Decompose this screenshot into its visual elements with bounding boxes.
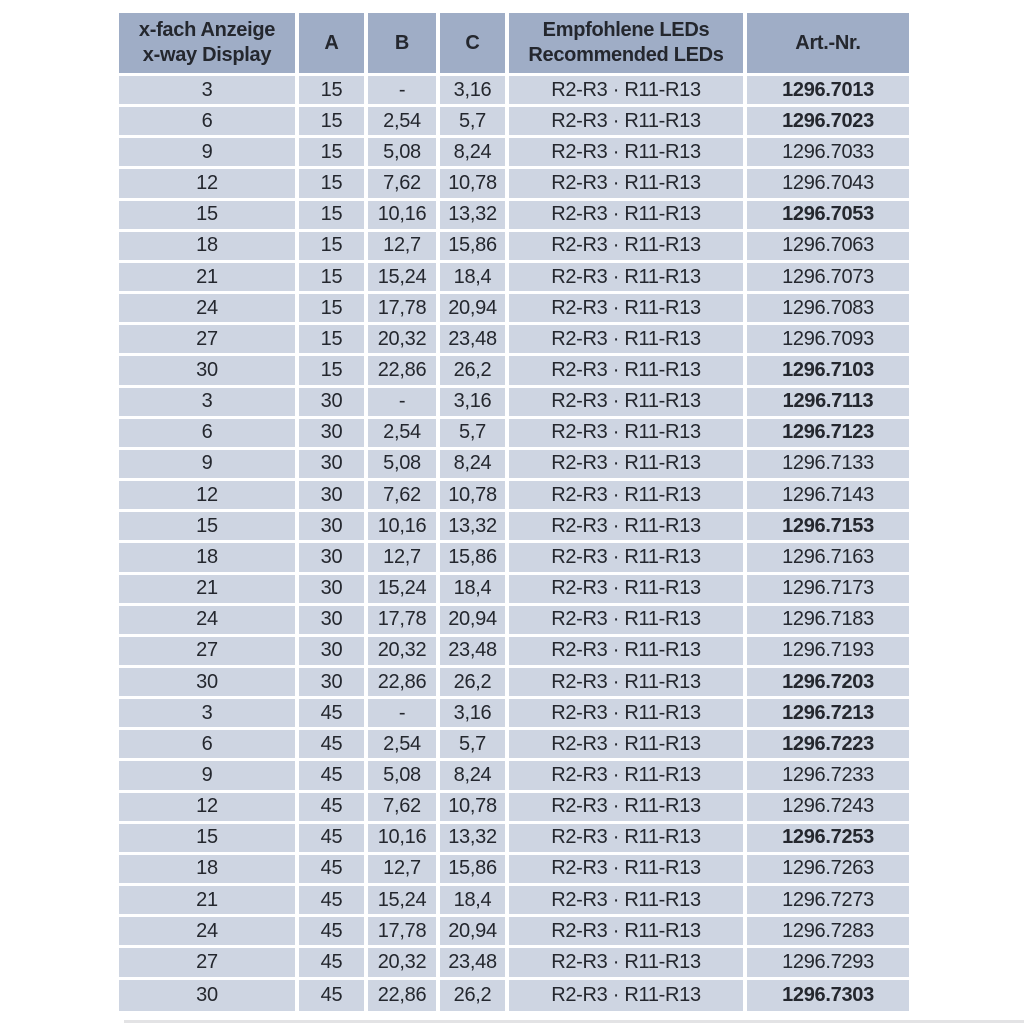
table-row bbox=[119, 606, 909, 637]
cell-b: - bbox=[368, 699, 440, 730]
cell-display: 6 bbox=[119, 730, 299, 761]
cell-b: 15,24 bbox=[368, 575, 440, 606]
table-row bbox=[119, 512, 909, 543]
cell-a: 30 bbox=[299, 450, 368, 481]
cell-display: 21 bbox=[119, 886, 299, 917]
table-row bbox=[119, 855, 909, 886]
cell-a: 45 bbox=[299, 948, 368, 979]
table-row bbox=[119, 793, 909, 824]
cell-leds: R2-R3 · R11-R13 bbox=[509, 232, 747, 263]
cell-display: 30 bbox=[119, 356, 299, 387]
cell-art-nr: 1296.7023 bbox=[747, 107, 909, 138]
cell-b: 10,16 bbox=[368, 512, 440, 543]
cell-leds: R2-R3 · R11-R13 bbox=[509, 325, 747, 356]
cell-a: 30 bbox=[299, 637, 368, 668]
cell-display: 27 bbox=[119, 948, 299, 979]
cell-c: 5,7 bbox=[440, 730, 509, 761]
cell-leds: R2-R3 · R11-R13 bbox=[509, 793, 747, 824]
cell-display: 18 bbox=[119, 232, 299, 263]
cell-display: 15 bbox=[119, 512, 299, 543]
cell-a: 30 bbox=[299, 668, 368, 699]
cell-leds: R2-R3 · R11-R13 bbox=[509, 512, 747, 543]
table-row bbox=[119, 730, 909, 761]
cell-leds: R2-R3 · R11-R13 bbox=[509, 356, 747, 387]
cell-art-nr: 1296.7183 bbox=[747, 606, 909, 637]
cell-leds: R2-R3 · R11-R13 bbox=[509, 699, 747, 730]
cell-display: 15 bbox=[119, 201, 299, 232]
table-row bbox=[119, 481, 909, 512]
cell-c: 18,4 bbox=[440, 886, 509, 917]
cell-b: 2,54 bbox=[368, 419, 440, 450]
cell-a: 15 bbox=[299, 356, 368, 387]
table-row bbox=[119, 886, 909, 917]
cell-display: 9 bbox=[119, 761, 299, 792]
cell-art-nr: 1296.7243 bbox=[747, 793, 909, 824]
cell-c: 18,4 bbox=[440, 575, 509, 606]
cell-c: 3,16 bbox=[440, 76, 509, 107]
cell-display: 12 bbox=[119, 793, 299, 824]
cell-c: 13,32 bbox=[440, 201, 509, 232]
cell-display: 27 bbox=[119, 637, 299, 668]
table-row bbox=[119, 325, 909, 356]
cell-display: 30 bbox=[119, 668, 299, 699]
cell-b: 10,16 bbox=[368, 824, 440, 855]
cell-c: 13,32 bbox=[440, 512, 509, 543]
table-row bbox=[119, 356, 909, 387]
col-header-a: A bbox=[299, 13, 368, 76]
cell-a: 45 bbox=[299, 917, 368, 948]
cell-b: 22,86 bbox=[368, 980, 440, 1011]
table-row bbox=[119, 201, 909, 232]
table-row bbox=[119, 450, 909, 481]
cell-art-nr: 1296.7253 bbox=[747, 824, 909, 855]
cell-display: 27 bbox=[119, 325, 299, 356]
cell-art-nr: 1296.7233 bbox=[747, 761, 909, 792]
cell-leds: R2-R3 · R11-R13 bbox=[509, 730, 747, 761]
cell-c: 18,4 bbox=[440, 263, 509, 294]
cell-c: 20,94 bbox=[440, 917, 509, 948]
cell-art-nr: 1296.7263 bbox=[747, 855, 909, 886]
cell-art-nr: 1296.7193 bbox=[747, 637, 909, 668]
cell-display: 21 bbox=[119, 575, 299, 606]
cell-leds: R2-R3 · R11-R13 bbox=[509, 419, 747, 450]
cell-leds: R2-R3 · R11-R13 bbox=[509, 294, 747, 325]
cell-b: 7,62 bbox=[368, 481, 440, 512]
cell-art-nr: 1296.7053 bbox=[747, 201, 909, 232]
cell-leds: R2-R3 · R11-R13 bbox=[509, 855, 747, 886]
cell-b: 20,32 bbox=[368, 325, 440, 356]
cell-display: 30 bbox=[119, 980, 299, 1011]
cell-art-nr: 1296.7013 bbox=[747, 76, 909, 107]
cell-a: 15 bbox=[299, 107, 368, 138]
table-row bbox=[119, 138, 909, 169]
cell-b: 5,08 bbox=[368, 138, 440, 169]
cell-b: 7,62 bbox=[368, 169, 440, 200]
cell-art-nr: 1296.7123 bbox=[747, 419, 909, 450]
table-row bbox=[119, 980, 909, 1011]
cell-c: 15,86 bbox=[440, 543, 509, 574]
cell-art-nr: 1296.7173 bbox=[747, 575, 909, 606]
table-row bbox=[119, 917, 909, 948]
cell-art-nr: 1296.7163 bbox=[747, 543, 909, 574]
cell-art-nr: 1296.7113 bbox=[747, 388, 909, 419]
cell-c: 5,7 bbox=[440, 107, 509, 138]
cell-art-nr: 1296.7043 bbox=[747, 169, 909, 200]
cell-display: 3 bbox=[119, 388, 299, 419]
table-row bbox=[119, 637, 909, 668]
cell-art-nr: 1296.7133 bbox=[747, 450, 909, 481]
cell-b: 22,86 bbox=[368, 668, 440, 699]
cell-display: 12 bbox=[119, 481, 299, 512]
cell-c: 10,78 bbox=[440, 169, 509, 200]
col-header-leds-en: Recommended LEDs bbox=[528, 44, 724, 66]
table-row bbox=[119, 419, 909, 450]
cell-a: 15 bbox=[299, 138, 368, 169]
cell-b: 12,7 bbox=[368, 855, 440, 886]
cell-b: 2,54 bbox=[368, 730, 440, 761]
cell-b: 17,78 bbox=[368, 917, 440, 948]
cell-display: 12 bbox=[119, 169, 299, 200]
cell-art-nr: 1296.7083 bbox=[747, 294, 909, 325]
cell-leds: R2-R3 · R11-R13 bbox=[509, 824, 747, 855]
cell-c: 26,2 bbox=[440, 668, 509, 699]
cell-display: 3 bbox=[119, 76, 299, 107]
cell-leds: R2-R3 · R11-R13 bbox=[509, 668, 747, 699]
table-row bbox=[119, 543, 909, 574]
cell-c: 5,7 bbox=[440, 419, 509, 450]
table-row bbox=[119, 575, 909, 606]
cell-display: 9 bbox=[119, 450, 299, 481]
cell-leds: R2-R3 · R11-R13 bbox=[509, 543, 747, 574]
cell-a: 45 bbox=[299, 824, 368, 855]
cell-c: 20,94 bbox=[440, 294, 509, 325]
cell-c: 15,86 bbox=[440, 232, 509, 263]
table-row bbox=[119, 232, 909, 263]
cell-leds: R2-R3 · R11-R13 bbox=[509, 263, 747, 294]
cell-b: 15,24 bbox=[368, 263, 440, 294]
table-row bbox=[119, 76, 909, 107]
cell-leds: R2-R3 · R11-R13 bbox=[509, 886, 747, 917]
cell-a: 30 bbox=[299, 419, 368, 450]
cell-b: - bbox=[368, 388, 440, 419]
cell-b: 22,86 bbox=[368, 356, 440, 387]
cell-c: 23,48 bbox=[440, 325, 509, 356]
table-row bbox=[119, 263, 909, 294]
cell-leds: R2-R3 · R11-R13 bbox=[509, 138, 747, 169]
cell-a: 30 bbox=[299, 606, 368, 637]
cell-a: 30 bbox=[299, 388, 368, 419]
cell-b: 20,32 bbox=[368, 948, 440, 979]
col-header-display-de: x-fach Anzeige bbox=[138, 19, 276, 41]
cell-leds: R2-R3 · R11-R13 bbox=[509, 107, 747, 138]
col-header-c: C bbox=[440, 13, 509, 76]
cell-c: 8,24 bbox=[440, 761, 509, 792]
cell-c: 15,86 bbox=[440, 855, 509, 886]
cell-leds: R2-R3 · R11-R13 bbox=[509, 450, 747, 481]
cell-art-nr: 1296.7143 bbox=[747, 481, 909, 512]
cell-display: 21 bbox=[119, 263, 299, 294]
cell-display: 3 bbox=[119, 699, 299, 730]
cell-b: - bbox=[368, 76, 440, 107]
cell-art-nr: 1296.7203 bbox=[747, 668, 909, 699]
cell-b: 12,7 bbox=[368, 232, 440, 263]
cell-c: 23,48 bbox=[440, 637, 509, 668]
cell-c: 3,16 bbox=[440, 699, 509, 730]
cell-a: 45 bbox=[299, 699, 368, 730]
cell-art-nr: 1296.7033 bbox=[747, 138, 909, 169]
cell-c: 10,78 bbox=[440, 793, 509, 824]
cell-art-nr: 1296.7213 bbox=[747, 699, 909, 730]
cell-display: 9 bbox=[119, 138, 299, 169]
table-row bbox=[119, 699, 909, 730]
cell-art-nr: 1296.7303 bbox=[747, 980, 909, 1011]
cell-b: 7,62 bbox=[368, 793, 440, 824]
cell-art-nr: 1296.7073 bbox=[747, 263, 909, 294]
col-header-display-en: x-way Display bbox=[142, 44, 272, 66]
cell-a: 15 bbox=[299, 263, 368, 294]
table-row bbox=[119, 294, 909, 325]
table-row bbox=[119, 948, 909, 979]
cell-a: 15 bbox=[299, 201, 368, 232]
cell-a: 15 bbox=[299, 325, 368, 356]
cell-c: 26,2 bbox=[440, 980, 509, 1011]
cell-a: 45 bbox=[299, 886, 368, 917]
page-bottom-divider bbox=[124, 1020, 1024, 1023]
cell-leds: R2-R3 · R11-R13 bbox=[509, 761, 747, 792]
cell-leds: R2-R3 · R11-R13 bbox=[509, 606, 747, 637]
cell-display: 6 bbox=[119, 107, 299, 138]
header-row bbox=[119, 13, 909, 76]
cell-a: 15 bbox=[299, 294, 368, 325]
cell-display: 6 bbox=[119, 419, 299, 450]
table-row bbox=[119, 388, 909, 419]
cell-art-nr: 1296.7293 bbox=[747, 948, 909, 979]
cell-b: 12,7 bbox=[368, 543, 440, 574]
cell-c: 8,24 bbox=[440, 450, 509, 481]
cell-b: 5,08 bbox=[368, 761, 440, 792]
cell-c: 8,24 bbox=[440, 138, 509, 169]
table-row bbox=[119, 107, 909, 138]
cell-b: 17,78 bbox=[368, 606, 440, 637]
cell-b: 20,32 bbox=[368, 637, 440, 668]
cell-a: 30 bbox=[299, 512, 368, 543]
col-header-display bbox=[119, 13, 299, 76]
cell-display: 15 bbox=[119, 824, 299, 855]
col-header-art-nr: Art.-Nr. bbox=[747, 13, 909, 76]
cell-a: 45 bbox=[299, 793, 368, 824]
cell-a: 30 bbox=[299, 575, 368, 606]
cell-leds: R2-R3 · R11-R13 bbox=[509, 481, 747, 512]
cell-art-nr: 1296.7223 bbox=[747, 730, 909, 761]
cell-display: 18 bbox=[119, 855, 299, 886]
cell-a: 15 bbox=[299, 169, 368, 200]
cell-c: 10,78 bbox=[440, 481, 509, 512]
cell-c: 23,48 bbox=[440, 948, 509, 979]
cell-leds: R2-R3 · R11-R13 bbox=[509, 637, 747, 668]
cell-display: 24 bbox=[119, 294, 299, 325]
cell-display: 18 bbox=[119, 543, 299, 574]
cell-art-nr: 1296.7103 bbox=[747, 356, 909, 387]
cell-leds: R2-R3 · R11-R13 bbox=[509, 169, 747, 200]
cell-b: 10,16 bbox=[368, 201, 440, 232]
cell-a: 45 bbox=[299, 730, 368, 761]
table-row bbox=[119, 169, 909, 200]
cell-c: 13,32 bbox=[440, 824, 509, 855]
cell-art-nr: 1296.7063 bbox=[747, 232, 909, 263]
cell-art-nr: 1296.7093 bbox=[747, 325, 909, 356]
col-header-leds bbox=[509, 13, 747, 76]
cell-leds: R2-R3 · R11-R13 bbox=[509, 388, 747, 419]
cell-a: 15 bbox=[299, 76, 368, 107]
cell-c: 3,16 bbox=[440, 388, 509, 419]
cell-a: 45 bbox=[299, 980, 368, 1011]
cell-b: 2,54 bbox=[368, 107, 440, 138]
cell-b: 5,08 bbox=[368, 450, 440, 481]
cell-art-nr: 1296.7273 bbox=[747, 886, 909, 917]
table-row bbox=[119, 824, 909, 855]
cell-art-nr: 1296.7153 bbox=[747, 512, 909, 543]
cell-leds: R2-R3 · R11-R13 bbox=[509, 201, 747, 232]
cell-b: 15,24 bbox=[368, 886, 440, 917]
cell-a: 45 bbox=[299, 761, 368, 792]
cell-a: 30 bbox=[299, 481, 368, 512]
cell-c: 26,2 bbox=[440, 356, 509, 387]
cell-display: 24 bbox=[119, 606, 299, 637]
cell-leds: R2-R3 · R11-R13 bbox=[509, 76, 747, 107]
cell-art-nr: 1296.7283 bbox=[747, 917, 909, 948]
cell-a: 15 bbox=[299, 232, 368, 263]
cell-leds: R2-R3 · R11-R13 bbox=[509, 980, 747, 1011]
cell-leds: R2-R3 · R11-R13 bbox=[509, 575, 747, 606]
cell-display: 24 bbox=[119, 917, 299, 948]
col-header-b: B bbox=[368, 13, 440, 76]
col-header-leds-de: Empfohlene LEDs bbox=[542, 19, 710, 41]
led-display-table bbox=[119, 13, 909, 1011]
table-body bbox=[119, 76, 909, 1011]
cell-a: 30 bbox=[299, 543, 368, 574]
cell-leds: R2-R3 · R11-R13 bbox=[509, 917, 747, 948]
cell-a: 45 bbox=[299, 855, 368, 886]
cell-b: 17,78 bbox=[368, 294, 440, 325]
table-row bbox=[119, 668, 909, 699]
table-row bbox=[119, 761, 909, 792]
cell-leds: R2-R3 · R11-R13 bbox=[509, 948, 747, 979]
cell-c: 20,94 bbox=[440, 606, 509, 637]
